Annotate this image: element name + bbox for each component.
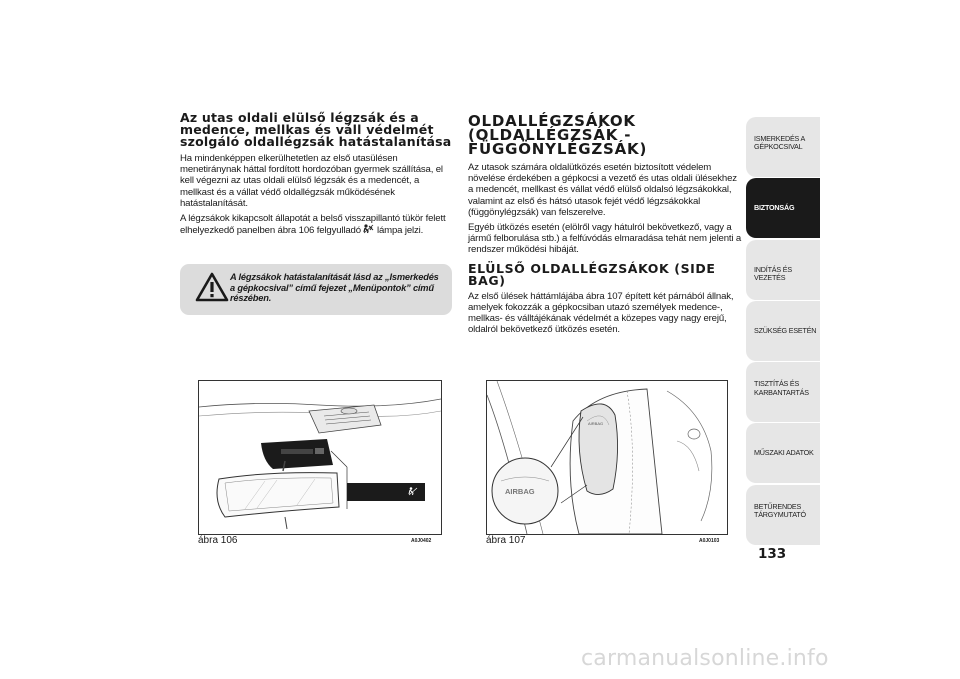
right-column (468, 114, 744, 335)
left-column (180, 112, 452, 236)
indicator-text-a: A légzsákok kikapcsolt állapotát a belső visszapillantó tükör felett elhelyezkedő panelben ábra 106 felgyulladó (180, 213, 446, 237)
seat-airbag-illustration (487, 381, 727, 534)
caption-figure-107: ábra 107 (486, 535, 526, 546)
tab-safety[interactable]: BIZTONSÁG (746, 178, 820, 238)
tab-getting-to-know[interactable]: ISMERKEDÉS A GÉPKOCSIVAL (746, 117, 820, 177)
caption-figure-106: ábra 106 (198, 535, 238, 546)
subheading-front-side-bags: ELÜLSŐ OLDALLÉGZSÁKOK (SIDE BAG) (468, 260, 716, 288)
tab-emergency[interactable]: SZÜKSÉG ESETÉN (746, 301, 820, 361)
paragraph-side-airbag-intro: Az utasok számára oldalütközés esetén biztosított védelem növelése érdekében a gépkocsi a vezető és utas oldali ülésekhez a medencét, mellkast és vállat védő elülső oldalsó légzsákokkal, valamint az első és hátsó utasok fejét védő légzsákokkal (függönylégzsák) van felszerelve. (468, 162, 737, 218)
page-number: 133 (758, 546, 787, 562)
tab-index[interactable]: BETŰRENDES TÁRGYMUTATÓ (746, 485, 820, 545)
figure-106-overhead-panel (198, 380, 442, 535)
airbag-off-lamp-icon (363, 224, 374, 234)
svg-text:AIRBAG: AIRBAG (588, 421, 604, 426)
paragraph-seat-airbags: Az első ülések háttámlájába ábra 107 épített két párnából állnak, amelyek fokozzák a gépkocsiban utazó személyek medence-, mellkas- és válltájékának védelmét a közepes vagy nagy erejű, oldalról bekövetkező ütközés esetén. (468, 290, 734, 336)
chapter-tabs (746, 117, 820, 546)
indicator-text-b: lámpa jelzi. (376, 225, 424, 237)
tab-technical-data[interactable]: MŰSZAKI ADATOK (746, 423, 820, 483)
code-figure-106: A0J0402 (411, 538, 432, 544)
paragraph-child-seat: Ha mindenképpen elkerülhetetlen az első utasülésen menetiránynak háttal fordított hordozóban gyermek szállítása, el kell végezni az utas oldali elülső légzsák és a medencét, a mellkast és a vállat védő oldallégzsák működésének hatástalanítását. (180, 153, 443, 209)
paragraph-indicator-lamp (180, 213, 452, 236)
warning-box (180, 264, 452, 315)
section-heading-passenger-airbag-deactivation: Az utas oldali elülső légzsák és a medence, mellkas és váll védelmét szolgáló oldallégzsák hatástalanítása (180, 110, 452, 149)
figure-107-seat-side-airbag (486, 380, 728, 535)
overhead-panel-illustration (199, 381, 441, 534)
warning-text: A légzsákok hatástalanítását lásd az „Ismerkedés a gépkocsival” című fejezet „Menüpontok” című részében. (230, 272, 439, 304)
code-figure-107: A0J0103 (699, 538, 720, 544)
tab-starting-driving[interactable]: INDÍTÁS ÉS VEZETÉS (746, 240, 820, 300)
paragraph-other-collisions: Egyéb ütközés esetén (elölről vagy hátulról bekövetkező, vagy a jármű felborulása stb.) a felfúvódás elmaradása tehát nem jelenti a rendszer működési hibáját. (468, 222, 742, 256)
tab-maintenance[interactable]: TISZTÍTÁS ÉS KARBANTARTÁS (746, 362, 820, 422)
watermark: carmanualsonline.info (581, 646, 829, 671)
section-heading-side-airbags: OLDALLÉGZSÁKOK (OLDALLÉGZSÁK - FÜGGÖNYLÉGZSÁK) (468, 112, 648, 158)
warning-triangle-icon (194, 271, 230, 303)
airbag-label: AIRBAG (505, 487, 535, 496)
